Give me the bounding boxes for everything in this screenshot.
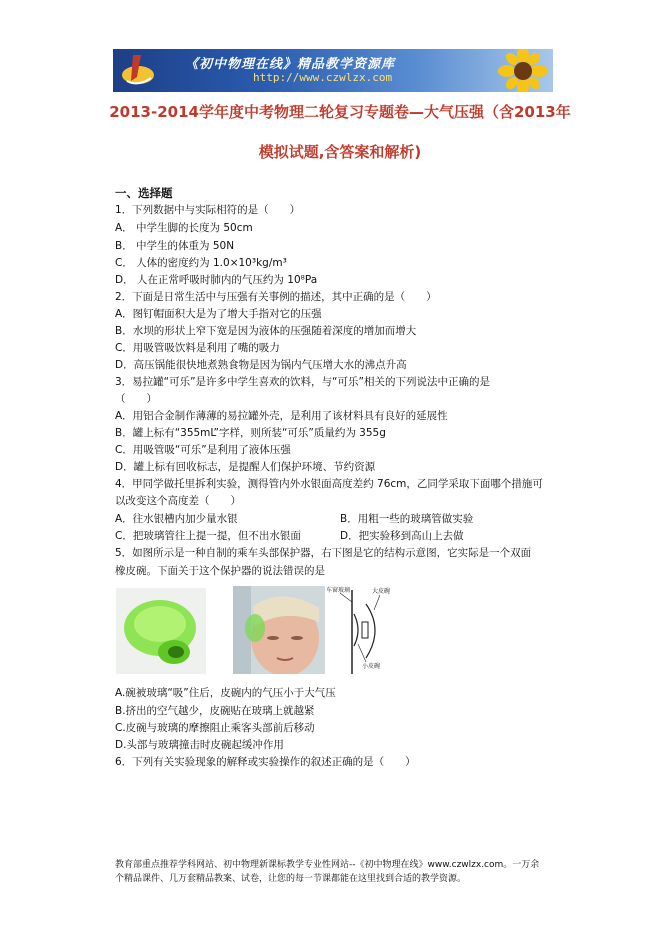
question-3-cont: （ ） [115,393,157,405]
document-title-line1: 2013-2014学年度中考物理二轮复习专题卷—大气压强（含2013年 [109,103,571,121]
q5-option-b: B.挤出的空气越少，皮碗贴在玻璃上就越紧 [115,705,315,717]
banner-title: 《初中物理在线》精品教学资源库 [185,57,396,72]
q1-option-a: A． 中学生脚的长度为 50cm [115,222,253,234]
diagram-label-small-cup: 小皮碗 [362,663,381,670]
q1-option-b: B． 中学生的体重为 50N [115,240,235,252]
footer-line-2: 个精品课件、几万套精品教案、试卷，让您的每一节课都能在这里找到合适的教学资源。 [115,874,467,884]
q5-option-d: D.头部与玻璃撞击时皮碗起缓冲作用 [115,739,284,751]
q5-option-a: A.碗被玻璃“吸”住后，皮碗内的气压小于大气压 [115,687,336,699]
q3-option-c: C．用吸管吸“可乐”是利用了液体压强 [115,444,291,456]
q5-option-c: C.皮碗与玻璃的摩擦阻止乘客头部前后移动 [115,722,315,734]
site-logo-icon [119,51,157,89]
question-2: 2．下面是日常生活中与压强有关事例的描述，其中正确的是（ ） [115,291,437,303]
q2-option-a: A．图钉帽面积大是为了增大手指对它的压强 [115,308,322,320]
document-title-line2: 模拟试题,含答案和解析) [258,143,422,161]
question-1: 1．下列数据中与实际相符的是（ ） [115,204,301,216]
q4-option-b: B．用粗一些的玻璃管做实验 [340,513,474,525]
question-5-cont: 橡皮碗。下面关于这个保护器的说法错误的是 [115,565,325,577]
banner-url: http://www.czwlzx.com [253,71,393,84]
page-footer [115,858,560,886]
footer-line-1: 教育部重点推荐学科网站、初中物理新课标教学专业性网站--《初中物理在线》www.czwlzx.com。一万余 [115,860,540,870]
q2-option-d: D．高压锅能很快地煮熟食物是因为锅内气压增大水的沸点升高 [115,359,407,371]
q4-option-c: C．把玻璃管往上提一提，但不出水银面 [115,530,301,542]
protector-structure-diagram [322,584,414,674]
q1-option-c: C． 人体的密度约为 1.0×10³kg/m³ [115,257,287,269]
q2-option-c: C．用吸管吸饮料是利用了嘴的吸力 [115,342,280,354]
q1-option-d: D． 人在正常呼吸时肺内的气压约为 10⁸Pa [115,274,318,286]
question-5: 5．如图所示是一种自制的乘车头部保护器，右下图是它的结构示意图，它实际是一个双面 [115,547,532,559]
q3-option-b: B．罐上标有“355mL”字样，则所装“可乐”质量约为 355g [115,427,386,439]
head-on-window-photo [233,586,325,674]
q4-option-a: A．往水银槽内加少量水银 [115,513,238,525]
q3-option-a: A．用铝合金制作薄薄的易拉罐外壳，是利用了该材料具有良好的延展性 [115,410,448,422]
question-4-cont: 以改变这个高度差（ ） [115,495,241,507]
diagram-label-glass: 车窗玻璃 [326,587,351,594]
header-banner [113,49,553,92]
q2-option-b: B．水坝的形状上窄下宽是因为液体的压强随着深度的增加而增大 [115,325,417,337]
question-6: 6．下列有关实验现象的解释或实验操作的叙述正确的是（ ） [115,756,416,768]
q3-option-d: D．罐上标有回收标志，是提醒人们保护环境、节约资源 [115,461,376,473]
diagram-label-big-cup: 大皮碗 [372,588,391,595]
q4-option-d: D．把实验移到高山上去做 [340,530,464,542]
sunflower-icon [483,49,553,92]
section-heading: 一、选择题 [115,186,173,200]
suction-cup-photo [116,588,206,674]
question-3: 3．易拉罐“可乐”是许多中学生喜欢的饮料，与“可乐”相关的下列说法中正确的是 [115,376,490,388]
question-4: 4．甲同学做托里拆利实验，测得管内外水银面高度差约 76cm，乙同学采取下面哪个措施可 [115,478,543,490]
